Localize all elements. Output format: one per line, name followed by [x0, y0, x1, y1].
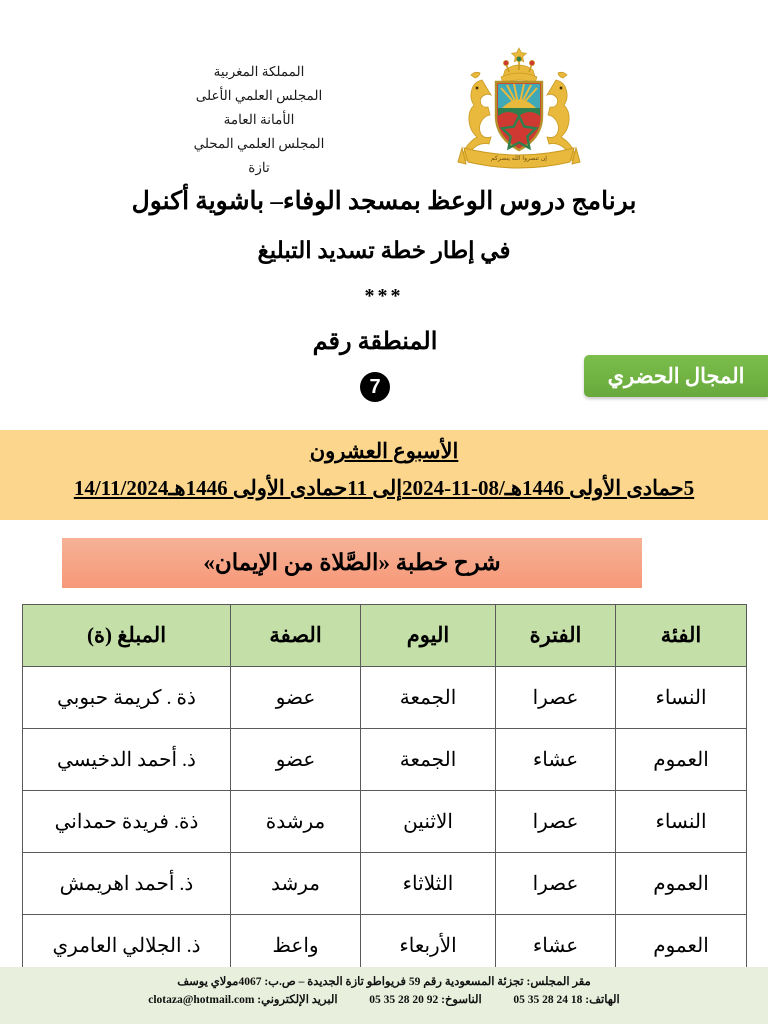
cell-period: عشاء: [496, 915, 616, 977]
cell-role: عضو: [231, 667, 361, 729]
svg-text:إن تنصروا الله ينصركم: إن تنصروا الله ينصركم: [491, 155, 547, 162]
column-header-day: اليوم: [361, 605, 496, 667]
cell-day: الأربعاء: [361, 915, 496, 977]
zone-label: المنطقة رقم: [312, 329, 438, 355]
sermon-title: شرح خطبة «الصَّلاة من الإيمان»: [203, 550, 501, 575]
cell-category: النساء: [616, 791, 747, 853]
cell-category: العموم: [616, 915, 747, 977]
cell-category: النساء: [616, 667, 747, 729]
cell-name: ذ. الجلالي العامري: [23, 915, 231, 977]
cell-name: ذة. فريدة حمداني: [23, 791, 231, 853]
cell-category: العموم: [616, 853, 747, 915]
cell-day: الثلاثاء: [361, 853, 496, 915]
table-row: [23, 853, 747, 915]
table-head: [23, 605, 747, 667]
sermon-title-bar: [62, 538, 642, 588]
week-title: الأسبوع العشرون: [309, 439, 459, 463]
footer-contacts: [0, 992, 768, 1010]
footer-email-label: البريد الإلكتروني:: [257, 993, 338, 1006]
morocco-coat-of-arms-icon: [444, 44, 594, 172]
cell-category: العموم: [616, 729, 747, 791]
star-divider: ***: [364, 285, 404, 307]
table-body: [23, 667, 747, 977]
week-banner: [0, 430, 768, 520]
table-row: [23, 667, 747, 729]
org-line-local-council: المجلس العلمي المحلي: [193, 136, 325, 152]
cell-period: عصرا: [496, 667, 616, 729]
page-subtitle: في إطار خطة تسديد التبليغ: [257, 238, 511, 263]
footer-phone-value: 05 35 28 24 18: [513, 993, 583, 1006]
document-footer: [0, 967, 768, 1024]
cell-role: واعظ: [231, 915, 361, 977]
cell-role: مرشدة: [231, 791, 361, 853]
column-header-category: الفئة: [616, 605, 747, 667]
organization-block: [154, 44, 364, 180]
footer-email-value: clotaza@hotmail.com: [148, 993, 255, 1006]
org-line-supreme-council: المجلس العلمي الأعلى: [195, 88, 323, 104]
column-header-role: الصفة: [231, 605, 361, 667]
cell-period: عشاء: [496, 729, 616, 791]
cell-role: عضو: [231, 729, 361, 791]
cell-name: ذ. أحمد اهريمش: [23, 853, 231, 915]
table-row: [23, 729, 747, 791]
table-row: [23, 791, 747, 853]
table-header-row: [23, 605, 747, 667]
cell-name: ذة . كريمة حبوبي: [23, 667, 231, 729]
zone-number-badge: 7: [360, 372, 390, 402]
org-line-general-secretariat: الأمانة العامة: [223, 112, 295, 128]
footer-address: مقر المجلس: تجزئة المسعودية رقم 59 فريواطو تازة الجديدة – ص.ب: 4067مولاي يوسف: [177, 976, 591, 988]
org-line-kingdom: المملكة المغربية: [213, 64, 305, 79]
column-header-preacher: المبلغ (ة): [23, 605, 231, 667]
page-title: برنامج دروس الوعظ بمسجد الوفاء– باشوية أكنول: [131, 188, 637, 215]
cell-name: ذ. أحمد الدخيسي: [23, 729, 231, 791]
cell-role: مرشد: [231, 853, 361, 915]
week-dates: 5حمادى الأولى 1446هـ/08-11-2024إلى 11حمادى الأولى 1446هـ14/11/2024: [73, 475, 695, 500]
footer-fax-label: الناسوخ:: [441, 993, 482, 1006]
cell-period: عصرا: [496, 791, 616, 853]
cell-period: عصرا: [496, 853, 616, 915]
column-header-period: الفترة: [496, 605, 616, 667]
cell-day: الجمعة: [361, 729, 496, 791]
footer-phone-label: الهاتف:: [585, 993, 620, 1006]
urban-area-badge: المجال الحضري: [584, 355, 768, 397]
cell-day: الجمعة: [361, 667, 496, 729]
cell-day: الاثنين: [361, 791, 496, 853]
schedule-table: [22, 604, 747, 977]
emblem-container: [424, 44, 614, 174]
org-line-city: تازة: [248, 160, 270, 176]
footer-fax-value: 05 35 28 20 92: [369, 993, 439, 1006]
document-header: [0, 44, 768, 184]
